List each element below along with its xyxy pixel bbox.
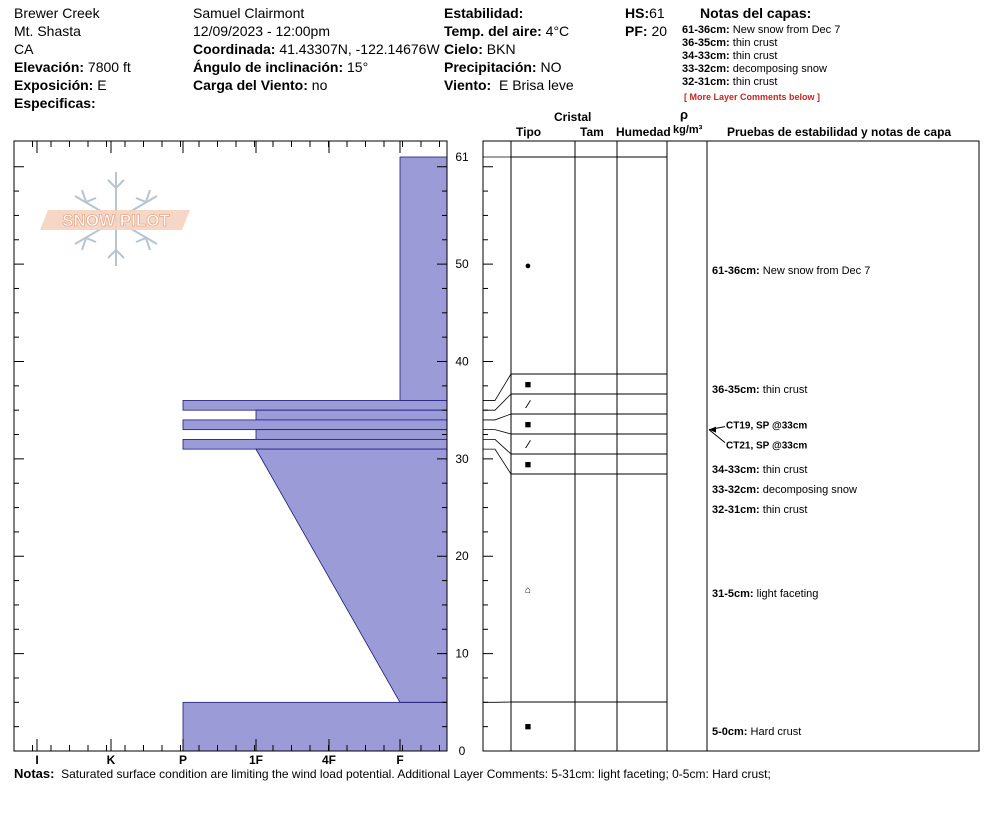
coordinates: Coordinada: 41.43307N, -122.14676W (193, 41, 440, 57)
x-tick-label: P (178, 753, 188, 767)
y-tick-label: 30 (455, 451, 469, 466)
layer-annotation-4: 32-31cm: thin crust (712, 504, 808, 516)
size-header: Tam (580, 125, 604, 139)
hardness-bar-3 (183, 420, 447, 430)
crust-symbol: ■ (524, 459, 532, 471)
y-tick-label: 40 (455, 354, 469, 369)
hardness-bar-5 (183, 439, 447, 449)
arrow-head (709, 427, 716, 433)
tests-header: Pruebas de estabilidad y notas de capa (727, 125, 952, 139)
type-header: Tipo (516, 125, 542, 139)
wind-loading: Carga del Viento: no (193, 77, 328, 93)
stability: Estabilidad: (444, 5, 524, 21)
wind: Viento: E Brisa leve (444, 77, 574, 93)
layer-annotation-6: 5-0cm: Hard crust (712, 726, 802, 738)
layer-annotation-5: 31-5cm: light faceting (712, 588, 819, 600)
more-comments-link[interactable]: [ More Layer Comments below ] (684, 92, 821, 102)
specifics-label: Especificas: (14, 95, 96, 111)
decomposing-symbol: ∕ (527, 399, 529, 411)
precipitation: Precipitación: NO (444, 59, 562, 75)
x-tick-label: 1F (248, 753, 264, 767)
faceted-symbol: ⌂ (524, 585, 532, 596)
crust-symbol: ■ (524, 721, 532, 733)
datetime: 12/09/2023 - 12:00pm (193, 23, 330, 39)
layer-connector (483, 430, 511, 434)
new-snow-symbol: ● (524, 260, 532, 272)
aspect: Exposición: E (14, 77, 107, 93)
decomposing-symbol: ∕ (527, 439, 529, 451)
density-unit: kg/m³ (673, 124, 703, 136)
sky: Cielo: BKN (444, 41, 516, 57)
hardness-bar-1 (183, 400, 447, 410)
hardness-bar-2 (256, 410, 447, 420)
layer-annotation-0: 61-36cm: New snow from Dec 7 (712, 265, 871, 277)
y-tick-label: 10 (455, 646, 469, 661)
layer-annotation-2: 34-33cm: thin crust (712, 464, 808, 476)
elevation: Elevación: 7800 ft (14, 59, 131, 75)
observer: Samuel Clairmont (193, 5, 305, 21)
layer-connector (483, 449, 511, 474)
y-tick-label: 61 (455, 150, 469, 164)
crust-symbol: ■ (524, 379, 532, 391)
layer-annotation-3: 33-32cm: decomposing snow (712, 484, 857, 496)
x-tick-label: K (106, 753, 116, 767)
layer-note-0: 61-36cm: New snow from Dec 7 (682, 24, 841, 36)
snow-height: HS:61 (625, 5, 665, 21)
layer-note-3: 33-32cm: decomposing snow (682, 63, 827, 75)
y-tick-label: 0 (458, 744, 466, 758)
hardness-bar-0 (400, 157, 447, 400)
layer-annotation-1: 36-35cm: thin crust (712, 384, 808, 396)
layer-connector (483, 374, 511, 400)
air-temp: Temp. del aire: 4°C (444, 23, 570, 39)
crust-symbol: ■ (524, 419, 532, 431)
layer-note-4: 32-31cm: thin crust (682, 76, 778, 88)
state: CA (14, 41, 34, 57)
stability-test-0: CT19, SP @33cm (726, 420, 808, 432)
x-tick-label: I (35, 753, 39, 767)
hardness-wedge (256, 449, 447, 702)
foot-penetration: PF: 20 (625, 23, 668, 39)
stability-test-1: CT21, SP @33cm (726, 440, 808, 452)
hardness-bar-6 (183, 702, 447, 751)
area: Mt. Shasta (14, 23, 81, 39)
layer-note-1: 36-35cm: thin crust (682, 37, 778, 49)
logo-text: SNOW PILOT (62, 211, 170, 230)
layer-connector (483, 414, 511, 420)
test-arrow (709, 430, 725, 443)
hardness-bar-4 (256, 430, 447, 440)
layer-notes-title: Notas del capas: (700, 5, 812, 21)
layer-note-2: 34-33cm: thin crust (682, 50, 778, 62)
density-symbol: ρ (680, 107, 689, 122)
crystal-header: Cristal (554, 110, 592, 124)
y-tick-label: 20 (455, 549, 469, 564)
moisture-header: Humedad (616, 125, 671, 139)
x-tick-label: 4F (321, 753, 337, 767)
notes: Notas: Saturated surface condition are limiting the wind load potential. Additional Layer Comments: 5-31cm: light faceting; 0-5cm: Hard crust; (14, 766, 771, 781)
y-tick-label: 50 (455, 257, 469, 272)
location: Brewer Creek (14, 5, 100, 21)
slope-angle: Ángulo de inclinación: 15° (193, 59, 369, 75)
x-tick-label: F (396, 753, 404, 767)
